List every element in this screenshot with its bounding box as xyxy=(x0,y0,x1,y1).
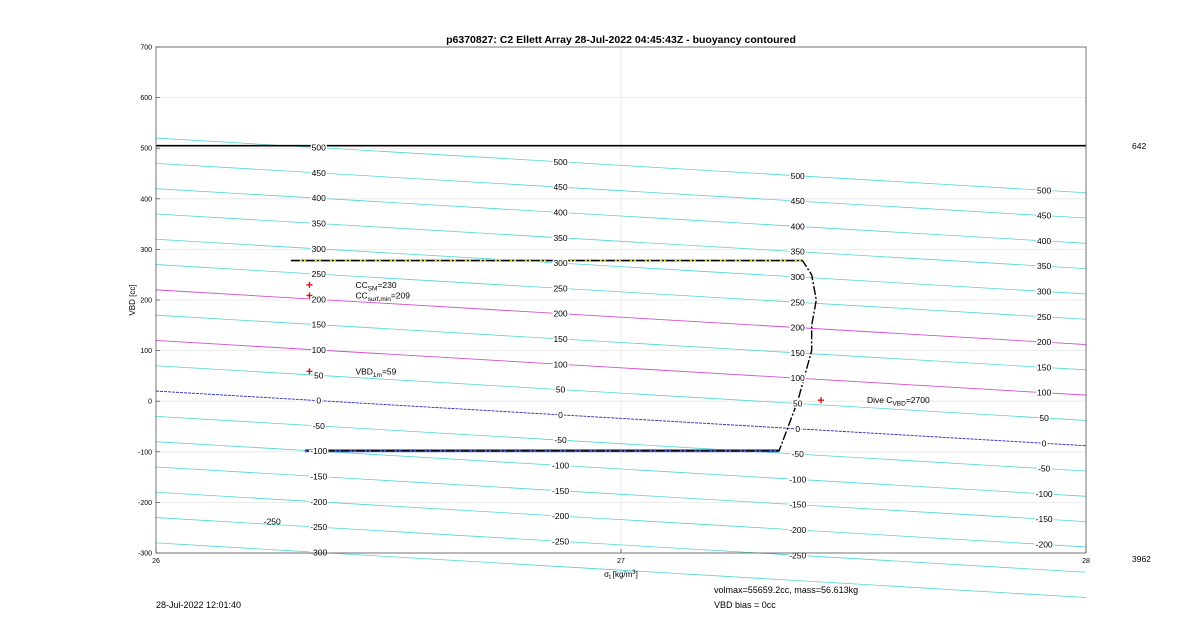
marker-annotation-value: =59 xyxy=(381,366,397,377)
contour-label: 200 xyxy=(790,322,805,333)
contour-label: 50 xyxy=(555,384,566,395)
contour-label: -50 xyxy=(312,420,325,431)
contour-label: -200 xyxy=(310,496,328,507)
y-tick-label: -300 xyxy=(137,550,152,558)
contour-label: 250 xyxy=(1037,311,1052,322)
right-label-top: 642 xyxy=(1132,141,1147,151)
contour-label: -100 xyxy=(310,446,328,457)
marker-annotation-value: =2700 xyxy=(905,395,930,406)
contour-label: 450 xyxy=(790,196,805,207)
contour-label: 100 xyxy=(1037,387,1052,398)
contour-label: 150 xyxy=(311,319,326,330)
y-tick-label: -100 xyxy=(137,449,152,457)
contour-label: -250 xyxy=(310,522,328,533)
contour-label: -300 xyxy=(310,547,328,558)
contour-label: 50 xyxy=(1039,412,1049,423)
marker-annotation-label: CC xyxy=(355,290,368,301)
contour-label: 100 xyxy=(790,373,805,384)
x-tick-label: 28 xyxy=(1082,558,1090,565)
contour-label: -50 xyxy=(554,435,567,446)
x-axis-label-units-close: ] xyxy=(635,570,638,579)
marker-annotation-sub: VBD xyxy=(892,400,906,408)
contour-label: -100 xyxy=(789,474,807,485)
contour-label: -250 xyxy=(789,550,807,561)
contour-label: -250 xyxy=(263,516,281,527)
contour-label: 250 xyxy=(790,297,805,308)
marker-annotation-sub: 1m xyxy=(372,371,382,379)
contour-label: 200 xyxy=(553,308,568,319)
contour-label: 350 xyxy=(790,246,805,257)
x-tick-label: 26 xyxy=(152,558,160,565)
contour-label: -150 xyxy=(789,499,807,510)
y-tick-label: 400 xyxy=(140,196,152,204)
contour-label: 50 xyxy=(792,398,803,409)
contour-label: 500 xyxy=(1037,185,1052,196)
contour-label: -250 xyxy=(552,536,570,547)
chart-title: p6370827: C2 Ellett Array 28-Jul-2022 04:45:43Z - buoyancy contoured xyxy=(446,34,796,46)
contour-label: 400 xyxy=(311,193,326,204)
y-tick-label: 300 xyxy=(140,246,152,254)
contour-label: 50 xyxy=(314,370,324,381)
contour-label: -150 xyxy=(552,485,570,496)
contour-label: 0 xyxy=(1041,438,1047,449)
contour-label: 250 xyxy=(311,269,326,280)
y-tick-label: 100 xyxy=(140,348,152,356)
contour-label: 100 xyxy=(311,345,326,356)
right-label-bottom: 3962 xyxy=(1132,554,1151,564)
contour-label: 200 xyxy=(311,294,326,305)
contour-label: 100 xyxy=(553,359,568,370)
contour-label: -200 xyxy=(552,511,570,522)
y-tick-label: 500 xyxy=(140,145,152,153)
y-tick-label: 200 xyxy=(140,297,152,305)
contour-label: 500 xyxy=(553,156,568,167)
x-axis-label-units: [kg/m xyxy=(612,570,633,579)
marker-annotation-label: Dive C xyxy=(866,395,893,406)
contour-label: -150 xyxy=(310,471,328,482)
x-tick-label: 27 xyxy=(617,558,625,565)
y-tick-label: 600 xyxy=(140,95,152,103)
contour-label: 500 xyxy=(311,142,326,153)
x-axis-label-units-sup: 3 xyxy=(632,570,636,576)
contour-label: 300 xyxy=(790,271,805,282)
marker-annotation-label: CC xyxy=(355,279,368,290)
contour-label: 250 xyxy=(553,283,568,294)
marker-annotation-sub: SM xyxy=(367,285,378,293)
marker-annotation-value: =230 xyxy=(377,279,397,290)
contour-label: 500 xyxy=(790,170,805,181)
contour-label: 350 xyxy=(311,218,326,229)
contour-label: 150 xyxy=(553,333,568,344)
contour-label: 400 xyxy=(553,207,568,218)
contour-label: 200 xyxy=(1037,337,1052,348)
contour-label: 150 xyxy=(790,347,805,358)
marker-annotation-value: =209 xyxy=(390,290,411,301)
contour-label: -100 xyxy=(1035,488,1053,499)
contour-label: -100 xyxy=(552,460,570,471)
x-axis-label-main: σ xyxy=(604,570,610,579)
contour-label: 0 xyxy=(795,423,801,434)
contour-label: 300 xyxy=(311,243,326,254)
contour-label: 400 xyxy=(1037,235,1052,246)
contour-label: 450 xyxy=(311,167,326,178)
contour-label: -200 xyxy=(789,524,807,535)
contour-label: -200 xyxy=(1035,539,1053,550)
y-axis-label: VBD [cc] xyxy=(128,284,137,316)
marker-annotation-label: VBD xyxy=(355,366,373,377)
contour-label: 300 xyxy=(553,258,568,269)
x-axis-label xyxy=(604,570,638,581)
footer-vbd-bias: VBD bias = 0cc xyxy=(714,600,776,610)
contour-label: 150 xyxy=(1037,362,1052,373)
footer-timestamp: 28-Jul-2022 12:01:40 xyxy=(156,600,242,610)
contour-label: -150 xyxy=(1035,514,1053,525)
y-tick-label: 0 xyxy=(148,398,152,406)
contour-label: 450 xyxy=(1037,210,1052,221)
contour-label: -50 xyxy=(1038,463,1051,474)
contour-label: 300 xyxy=(1037,286,1052,297)
contour-label: -50 xyxy=(791,449,804,460)
y-tick-label: 700 xyxy=(140,44,152,52)
contour-label: 0 xyxy=(316,395,322,406)
x-axis-label-sub: t xyxy=(609,575,611,581)
footer-volmax: volmax=55659.2cc, mass=56.613kg xyxy=(714,585,859,595)
contour-label: 450 xyxy=(553,182,568,193)
contour-label: 350 xyxy=(553,232,568,243)
contour-label: 350 xyxy=(1037,261,1052,272)
contour-label: 400 xyxy=(790,221,805,232)
y-tick-label: -200 xyxy=(137,499,152,507)
contour-label: 0 xyxy=(558,409,563,420)
marker-annotation-sub: surf,min xyxy=(367,295,391,303)
